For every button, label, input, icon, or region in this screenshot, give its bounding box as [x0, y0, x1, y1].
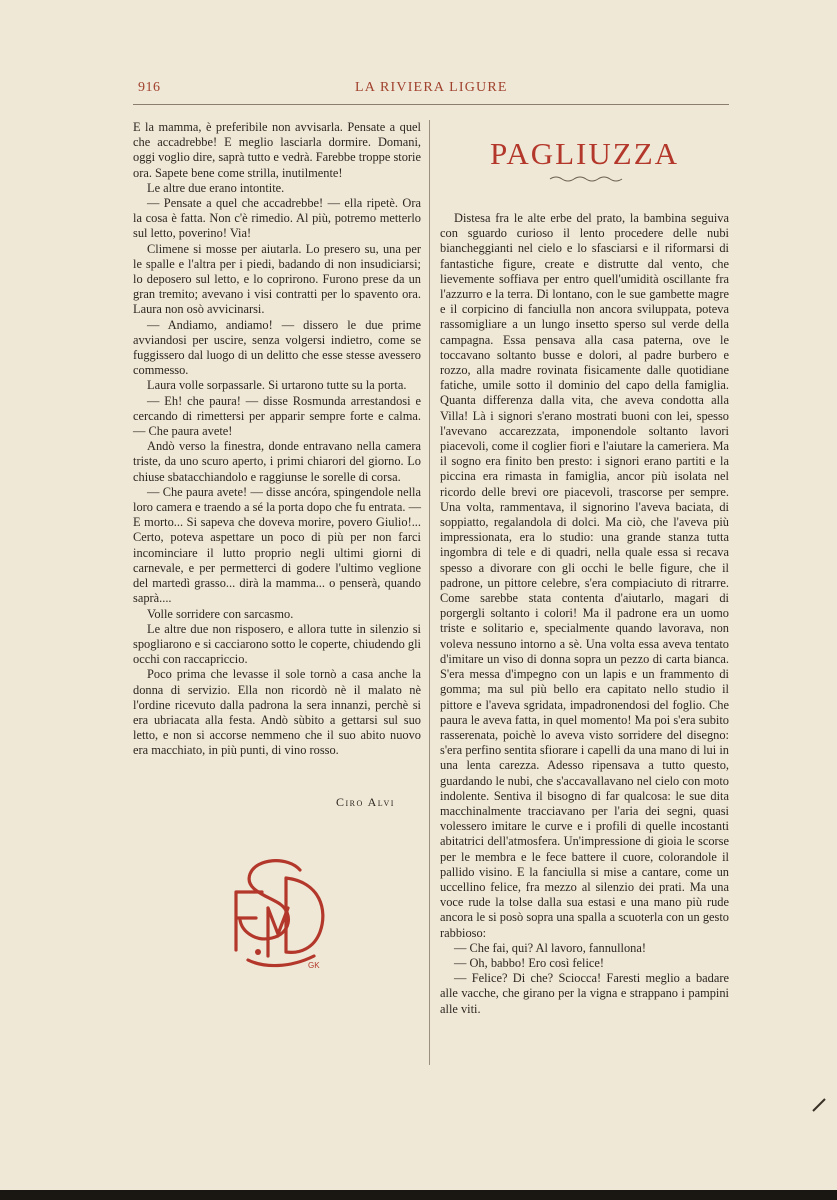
monogram-initials: GK [308, 961, 320, 970]
paragraph: — Felice? Di che? Sciocca! Faresti meglio a badare alle vacche, che girano per la vigna e strappano i pampini alle viti. [440, 971, 729, 1016]
paragraph: — Eh! che paura! — disse Rosmunda arrestandosi e cercando di rimettersi per apparir sempre forte e calma. — Che paura avete! [133, 393, 421, 439]
paragraph: — Pensate a quel che accadrebbe! — ella ripetè. Ora la cosa è fatta. Non c'è rimedio. Al più, potremo metterlo sul letto, poverino! Via! [133, 196, 421, 241]
monogram-ornament-icon [228, 852, 338, 974]
paragraph: Le altre due non risposero, e allora tutte in silenzio si spogliarono e si cacciarono sotto le coperte, chiudendo gli occhi con raccapriccio. [133, 621, 421, 667]
page-number: 916 [138, 80, 161, 95]
paragraph: Laura volle sorpassarle. Si urtarono tutte su la porta. [147, 378, 407, 393]
left-column [133, 120, 421, 759]
page-corner-icon [812, 1098, 826, 1112]
story-title: PAGLIUZZA [489, 136, 680, 171]
column-divider [429, 120, 430, 1065]
paragraph: Poco prima che levasse il sole tornò a casa anche la donna di servizio. Ella non ricordò nè il malato nè l'ordine ricevuto dalla padrona la sera innanzi, perchè si era ubriacata alla festa. Andò sùbito a gettarsi sul suo letto, e non si accorse nemmeno che il suo abito nuovo era macchiato, in più punti, di vino rosso. [133, 667, 421, 758]
paragraph: — Andiamo, andiamo! — dissero le due prime avviandosi per uscire, senza volgersi indietro, come se fuggissero dal luogo di un delitto che esse stesse avessero commesso. [133, 317, 421, 378]
paragraph: — Che paura avete! — disse ancóra, spingendole nella loro camera e traendo a sé la porta dopo che fu entrata. — E morto... Si sapeva che doveva morire, povero Giulio!... Certo, poteva aspettare un poco di più per non farci incominciare il lutto proprio negli ultimi giorni di carnevale, e per permetterci di godere l'ultimo veglione del martedì grasso... dirà la mamma... o penserà, quando saprà.... [133, 484, 421, 606]
paragraph: E la mamma, è preferibile non avvisarla. Pensate a quel che accadrebbe! E meglio lasciarla dormire. Domani, oggi voglio dire, saprà tutto e vedrà. Farebbe troppe storie ora. Sapete bene come strilla, inutilmente! [133, 120, 421, 180]
flourish-ornament-icon [548, 174, 624, 184]
paragraph: Le altre due erano intontite. [147, 180, 285, 195]
header-rule [133, 104, 729, 105]
paragraph: Distesa fra le alte erbe del prato, la bambina seguiva con sguardo curioso il lento procedere delle nubi biancheggianti nel cielo e lo sfasciarsi e il riformarsi di fantastiche figure, create e distrutte dal vento, che lievemente soffiava per entro quell'umidità oscillante fra l'azzurro e la terra. Di lontano, con le sue gambette magre e il corpicino di fanciulla non ancora sviluppata, poteva rassomigliare a un lungo insetto sperso sul verde della campagna. Essa pensava alla casa paterna, ove le toccavano soltanto busse e dolori, al padre burbero e rozzo, alla madre rovinata fisicamente dalle quotidiane fatiche, umile sotto il dominio del capo della famiglia. Quanta differenza dalla vita, che aveva condotta alla Villa! Là i signori s'erano mostrati buoni con lei, spesso l'avevano accarezzata, imponendole soltanto lavori piacevoli, come il coglier fiori e l'aiutare la cameriera. Ma il sogno era finito ben presto: i signori erano partiti e la piccina era rimasta in famiglia, ancor più isolata nel ricordo delle brevi ore piacevoli, trascorse per sempre. Una volta, rammentava, il signorino l'aveva baciata, di soppiatto, regalandola di dolci. Ma ciò, che l'aveva più impressionata, era lo studio: una grande stanza tutta ingombra di tele e di quadri, nella quale essa si recava spesso a divorare con gli occhi le belle figure, che il padrone, un pittore celebre, s'era compiaciuto di ritrarre. Come sarebbe stata contenta d'aiutarlo, magari di porgergli soltanto i colori! Ma il padrone era un uomo triste e solitario e, specialmente quando lavorava, non voleva nessuno intorno a sè. Una volta essa aveva tentato d'imitare un viso di donna sopra un pezzo di carta bianca. S'era messa d'impegno con un lapis e un frammento di gomma; ma sul più bello era capitato nello studio il pittore e l'aveva sgridata, impadronendosi del foglio. Che paura le aveva fatta, in quel momento! Ma poi s'era subito rasserenata, poichè lo aveva visto sorridere del disegno: s'era perfino sentita sfiorare i capelli da una mano di lui in una lenta carezza. Adesso ripensava a tutto questo, guardando le nubi, che s'accavallavano nel cielo con moto indolente. Sentiva il bisogno di far qualcosa: le sue dita macchinalmente tracciavano per l'aria dei segni, quasi volessero imitare le curve e i profili di quelle incostanti abitatrici dell'atmosfera. Un'impressione di gioia le scorse per le membra e le fece battere il cuore, colorandole il pallido visino. E la fanciulla si mise a cantare, come un uccellino felice, fra mezzo al silenzio dei prati. Ma una voce rude la tolse dalla sua estasi e una mano più rude ancora le si posò sopra una spalla a scuoterla con un gesto rabbioso: [440, 211, 729, 940]
scan-edge [0, 1190, 837, 1200]
paragraph: — Che fai, qui? Al lavoro, fannullona! [454, 940, 647, 955]
journal-title: LA RIVIERA LIGURE [355, 80, 508, 95]
paragraph: Climene si mosse per aiutarla. Lo presero su, una per le spalle e l'altra per i piedi, badando di non insudiciarsi; lo deposero sul letto, e lo coprirono. Furono prese da un gran tremito; avevano i visi contratti per lo spavento ora. Laura non osò avvicinarsi. [133, 241, 421, 317]
paragraph: — Oh, babbo! Ero così felice! [454, 955, 605, 970]
paragraph: Volle sorridere con sarcasmo. [147, 606, 294, 621]
right-column [440, 211, 729, 1017]
paragraph: Andò verso la finestra, donde entravano nella camera triste, da uno scuro aperto, i primi chiarori del giorno. Lo chiuse sbatacchiandolo e raggiunse le sorelle di corsa. [133, 439, 421, 484]
author-signature: Ciro Alvi [336, 795, 395, 809]
